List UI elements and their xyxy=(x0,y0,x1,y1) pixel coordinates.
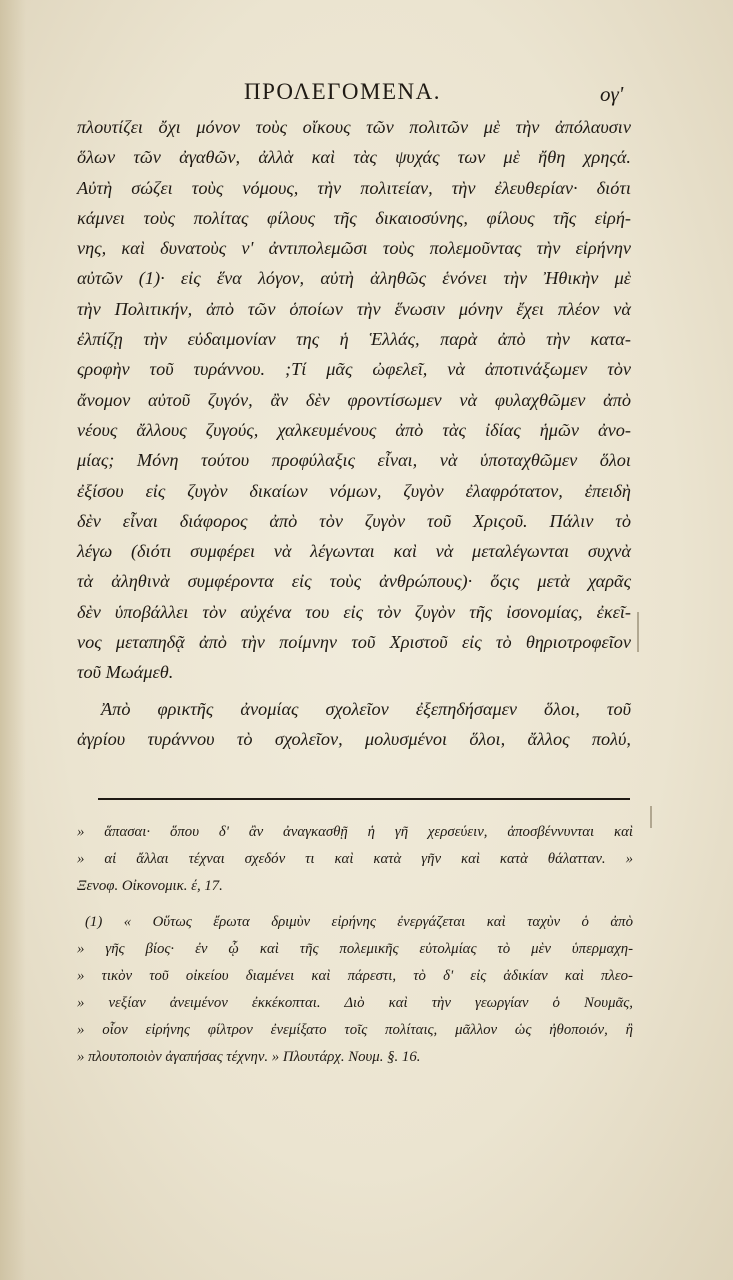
footnote-line: » γῆς βίος· ἐν ᾧ καὶ τῆς πολεμικῆς εὐτολμίας τὸ μὲν ὑπερμαχη- xyxy=(77,941,633,957)
text-line: ἄνομον αὐτοῦ ζυγόν, ἂν δὲν φροντίσωμεν νὰ φυλαχθῶμεν ἀπὸ xyxy=(77,389,631,410)
text-line: δὲν εἶναι διάφορος ἀπὸ τὸν ζυγὸν τοῦ Χριςοῦ. Πάλιν τὸ xyxy=(77,510,631,531)
text-line: νης, καὶ δυνατοὺς ν' ἀντιπολεμῶσι τοὺς πολεμοῦντας τὴν εἰρήνην xyxy=(77,238,631,259)
text-line: τὴν Πολιτικήν, ἀπὸ τῶν ὁποίων τὴν ἕνωσιν μόνην ἔχει πλέον νὰ xyxy=(77,298,631,319)
text-line: ἐξίσου εἰς ζυγὸν δικαίων νόμων, ζυγὸν ἐλαφρότατον, ἐπειδὴ xyxy=(77,480,631,501)
footnote-line: Ξενοφ. Οἰκονομικ. έ, 17. xyxy=(77,878,223,894)
footnote-line: (1) « Οὕτως ἔρωτα δριμὺν εἰρήνης ἐνεργάζεται καὶ ταχὺν ὁ ἀπὸ xyxy=(85,914,633,930)
text-line: τοῦ Μωάμεθ. xyxy=(77,662,174,683)
footnote-line: » νεξίαν ἀνειμένον ἐκκέκοπται. Διὸ καὶ τὴν γεωργίαν ὁ Νουμᾶς, xyxy=(77,995,633,1011)
footnotes xyxy=(77,819,633,1071)
page-gutter-shadow xyxy=(0,0,26,1280)
footnote-line: » ἅπασαι· ὅπου δ' ἂν ἀναγκασθῇ ἡ γῆ χερσεύειν, ἀποσβέννυνται καὶ xyxy=(77,824,633,840)
footnote-line: » πλουτοποιὸν ἀγαπήσας τέχνην. » Πλουτάρχ. Νουμ. §. 16. xyxy=(77,1049,421,1065)
text-line: Αὐτὴ σώζει τοὺς νόμους, τὴν πολιτείαν, τὴν ἐλευθερίαν· διότι xyxy=(77,177,631,198)
text-line: νος μεταπηδᾷ ἀπὸ τὴν ποίμνην τοῦ Χριστοῦ εἰς τὸ θηριοτροφεῖον xyxy=(77,632,631,653)
text-line: κάμνει τοὺς πολίτας φίλους τῆς δικαιοσύνης, φίλους τῆς εἰρή- xyxy=(77,207,631,228)
text-line: πλουτίζει ὄχι μόνον τοὺς οἴκους τῶν πολιτῶν μὲ τὴν ἀπόλαυσιν xyxy=(77,117,631,137)
text-line: ὅλων τῶν ἀγαθῶν, ἀλλὰ καὶ τὰς ψυχάς των μὲ ἤθη χρηςά. xyxy=(77,147,631,168)
running-title: ΠΡΟΛΕΓΟΜΕΝΑ. xyxy=(244,79,442,104)
text-line: δὲν ὑποβάλλει τὸν αὐχένα του εἰς τὸν ζυγὸν τῆς ἰσονομίας, ἐκεῖ- xyxy=(77,601,631,622)
margin-pencil-mark xyxy=(637,612,639,652)
text-line: ἀγρίου τυράννου τὸ σχολεῖον, μολυσμένοι ὅλοι, ἄλλος πολύ, xyxy=(77,728,631,749)
text-line: αὐτῶν (1)· εἰς ἕνα λόγον, αὐτὴ ἀληθῶς ἑνόνει τὴν Ἠθικὴν μὲ xyxy=(77,268,631,289)
footnote-spacer xyxy=(77,900,633,909)
page-number: ογ' xyxy=(600,82,624,106)
margin-pencil-mark xyxy=(650,806,652,828)
text-line: τὰ ἀληθινὰ συμφέροντα εἰς τοὺς ἀνθρώπους)· ὅςις μετὰ χαρᾶς xyxy=(77,571,631,592)
text-line: ἐλπίζῃ τὴν εὐδαιμονίαν της ἡ Ἑλλάς, παρὰ ἀπὸ τὴν κατα- xyxy=(77,329,631,350)
text-line: λέγω (διότι συμφέρει νὰ λέγωνται καὶ νὰ μεταλέγωνται συχνὰ xyxy=(77,541,631,562)
footnote-line: » τικὸν τοῦ οἰκείου διαμένει καὶ πάρεστι, τὸ δ' εἰς ἀδικίαν καὶ πλεο- xyxy=(77,968,633,984)
footnote-line: » αἱ ἄλλαι τέχναι σχεδόν τι καὶ κατὰ γῆν καὶ κατὰ θάλατταν. » xyxy=(77,851,633,867)
footnote-separator-rule xyxy=(98,798,630,800)
text-line: νέους ἄλλους ζυγούς, χαλκευμένους ἀπὸ τὰς ἰδίας ἡμῶν ἀνο- xyxy=(77,419,631,440)
text-line: μίας; Μόνη τούτου προφύλαξις εἶναι, νὰ ὑποταχθῶμεν ὅλοι xyxy=(77,450,631,471)
text-line: Ἀπὸ φρικτῆς ἀνομίας σχολεῖον ἐξεπηδήσαμεν ὅλοι, τοῦ xyxy=(101,698,631,719)
text-line: ςροφὴν τοῦ τυράννου. ;Τί μᾶς ὠφελεῖ, νὰ ἀποτινάξωμεν τὸν xyxy=(77,359,631,380)
footnote-line: » οἷον εἰρήνης φίλτρον ἐνεμίξατο τοῖς πολίταις, μᾶλλον ὡς ἠθοποιόν, ἢ xyxy=(77,1022,633,1038)
main-text xyxy=(77,112,631,754)
